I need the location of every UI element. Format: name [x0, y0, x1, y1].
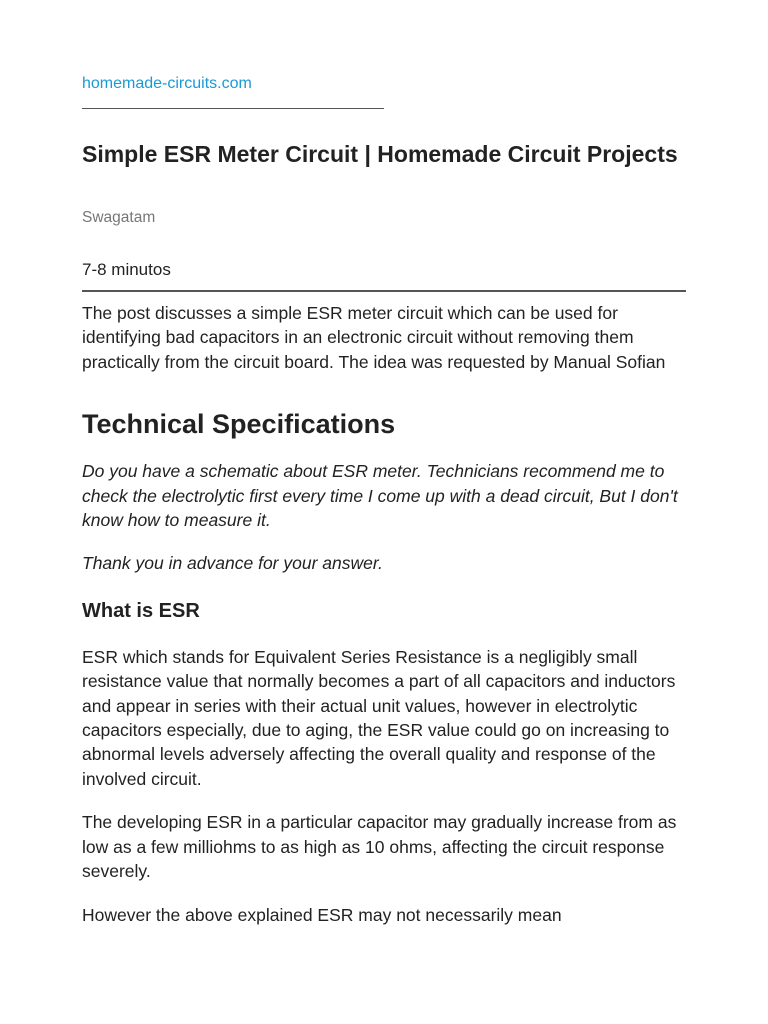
article-body	[82, 301, 686, 927]
request-quote-paragraph: Do you have a schematic about ESR meter. Technicians recommend me to check the electrolytic first every time I come up with a dead circuit, But I don't know how to measure it.	[82, 461, 678, 531]
reading-time: 7-8 minutos	[82, 260, 171, 279]
intro-paragraph: The post discusses a simple ESR meter circuit which can be used for identifying bad capacitors in an electronic circuit without removing them practically from the circuit board. The idea was requested by Manual Sofian	[82, 303, 666, 372]
section-heading-what-is-esr: What is ESR	[82, 599, 200, 622]
section-heading-technical-specifications: Technical Specifications	[82, 409, 396, 440]
header-divider	[82, 290, 686, 292]
article-author: Swagatam	[82, 209, 156, 226]
site-divider	[82, 108, 384, 109]
source-site-link[interactable]: homemade-circuits.com	[82, 75, 252, 92]
thanks-quote-paragraph: Thank you in advance for your answer.	[82, 553, 383, 574]
article-title: Simple ESR Meter Circuit | Homemade Circuit Projects	[82, 141, 678, 167]
esr-increase-paragraph: The developing ESR in a particular capacitor may gradually increase from as low as a few milliohms to as high as 10 ohms, affecting the circuit response severely.	[82, 812, 677, 882]
esr-definition-paragraph: ESR which stands for Equivalent Series Resistance is a negligibly small resistance value that normally becomes a part of all capacitors and inductors and appear in series with their actual unit values, however in electrolytic capacitors especially, due to aging, the ESR value could go on increasing to abnormal levels adversely affecting the overall quality and response of the involved circuit.	[82, 646, 676, 789]
esr-continuation-paragraph: However the above explained ESR may not necessarily mean	[82, 904, 562, 925]
